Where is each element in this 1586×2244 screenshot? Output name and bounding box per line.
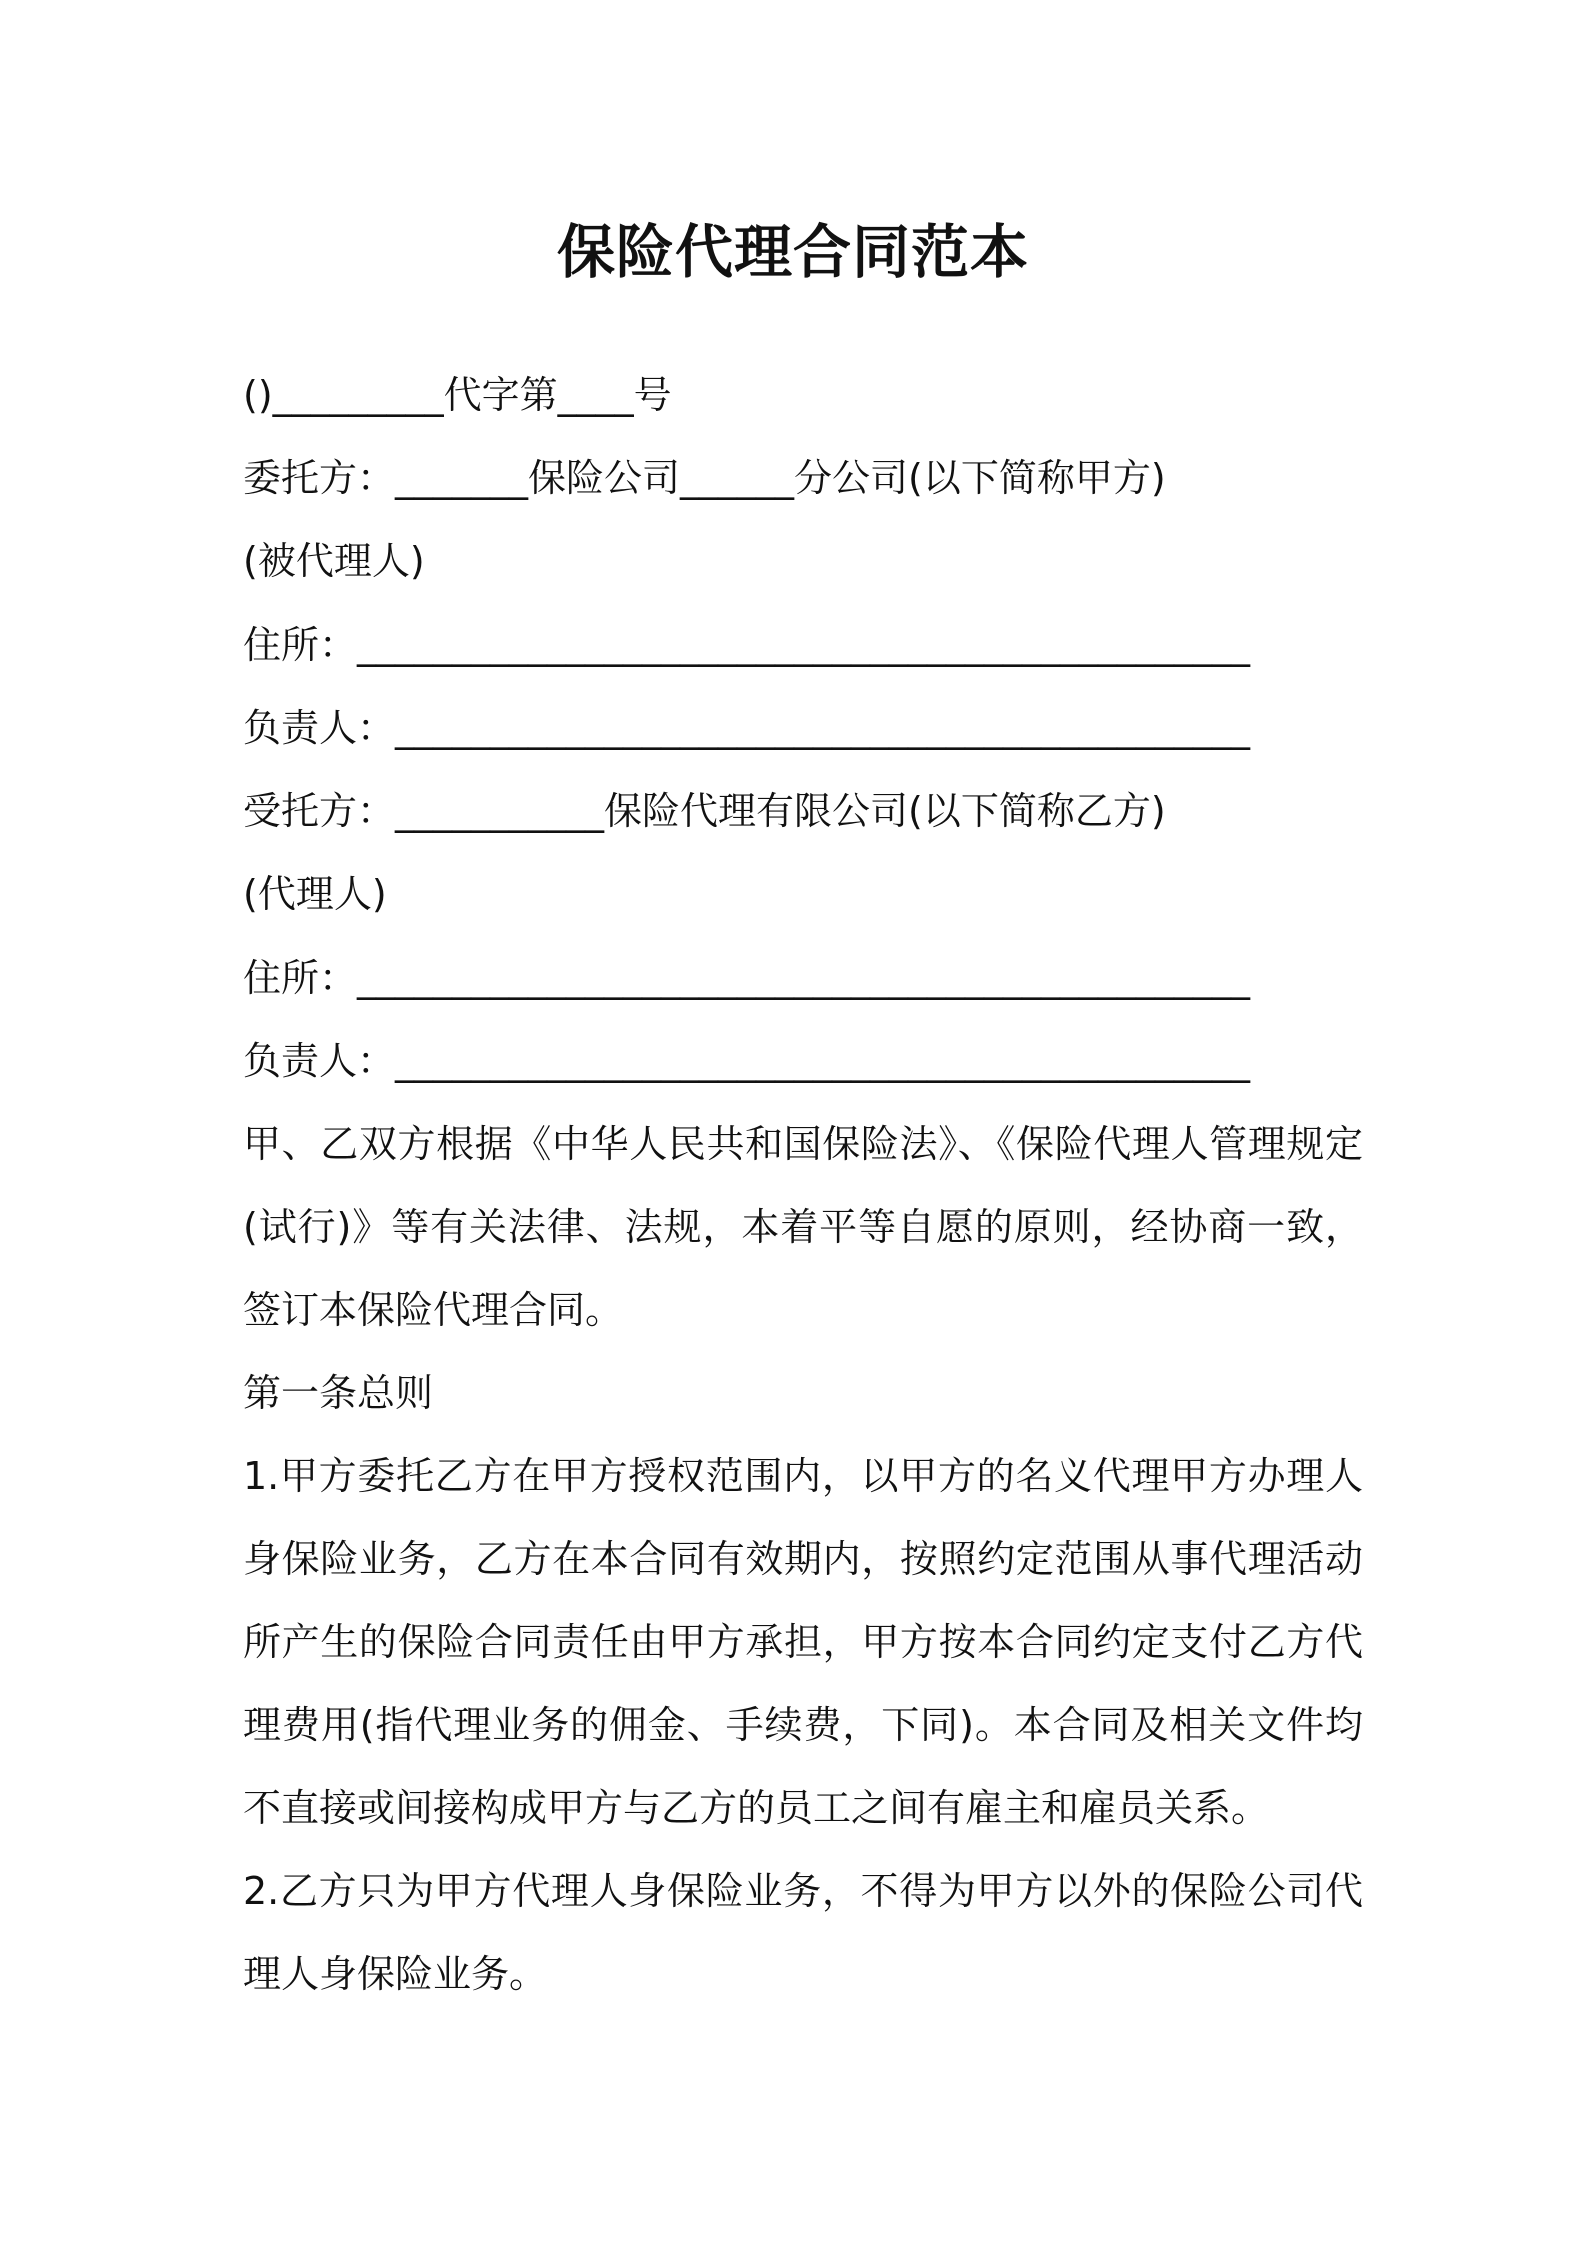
- document-title: 保险代理合同范本: [556, 218, 1029, 286]
- clause-1-paragraph: 1.甲方委托乙方在甲方授权范围内，以甲方的名义代理甲方办理人身保险业务，乙方在本合同有效期内，按照约定范围从事代理活动所产生的保险合同责任由甲方承担，甲方按本合同约定支付乙方代理费用(指代理业务的佣金、手续费，下同)。本合同及相关文件均不直接或间接构成甲方与乙方的员工之间有雇主和雇员关系。: [243, 1454, 1363, 1830]
- agent-party-line: 受托方：___________保险代理有限公司(以下简称乙方): [243, 789, 1166, 833]
- client-party-line: 委托方：_______保险公司______分公司(以下简称甲方): [243, 456, 1166, 500]
- article-heading: 第一条总则: [243, 1371, 434, 1415]
- preamble-paragraph: 甲、乙双方根据《中华人民共和国保险法》、《保险代理人管理规定(试行)》等有关法律、法规，本着平等自愿的原则，经协商一致，签订本保险代理合同。: [243, 1122, 1363, 1332]
- client-role-line: (被代理人): [243, 539, 425, 583]
- clause-2-paragraph: 2.乙方只为甲方代理人身保险业务，不得为甲方以外的保险公司代理人身保险业务。: [243, 1869, 1363, 1996]
- agent-address-line: 住所：_______________________________________________: [243, 956, 1251, 1000]
- client-head-line: 负责人：_____________________________________________: [243, 706, 1251, 750]
- client-address-line: 住所：_______________________________________________: [243, 623, 1251, 667]
- agent-role-line: (代理人): [243, 872, 387, 916]
- agent-head-line: 负责人：_____________________________________________: [243, 1039, 1251, 1083]
- reference-number-line: ()_________代字第____号: [243, 373, 672, 417]
